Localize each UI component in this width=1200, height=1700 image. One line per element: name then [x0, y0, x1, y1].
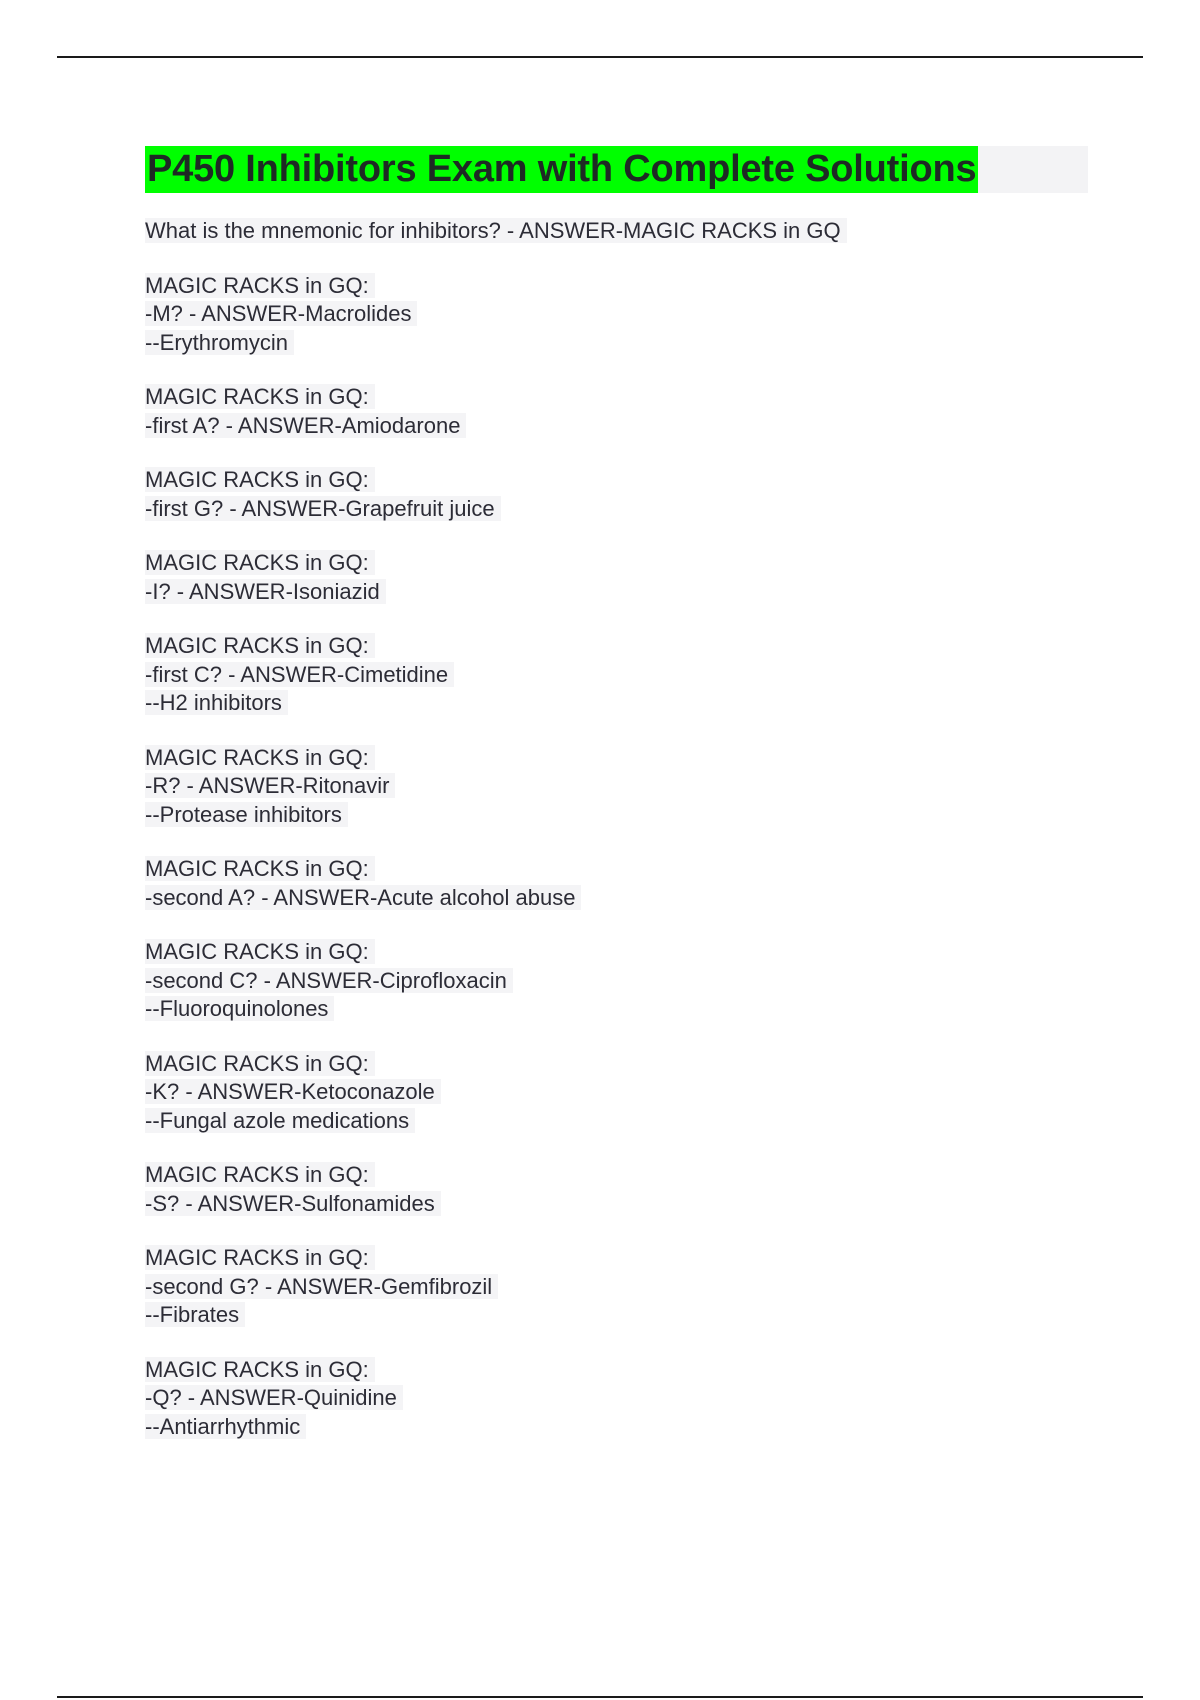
qa-answer-line — [145, 495, 1090, 524]
qa-prompt-line — [145, 1161, 1090, 1190]
qa-item — [145, 1356, 1090, 1442]
qa-answer-line — [145, 1273, 1090, 1302]
qa-answer-line — [145, 772, 1090, 801]
qa-line-text: -first G? - ANSWER-Grapefruit juice — [145, 496, 501, 521]
qa-line-text: MAGIC RACKS in GQ: — [145, 273, 375, 298]
qa-prompt-line — [145, 1050, 1090, 1079]
qa-prompt-line — [145, 549, 1090, 578]
qa-answer-line — [145, 661, 1090, 690]
qa-item — [145, 1161, 1090, 1218]
qa-answer-line — [145, 578, 1090, 607]
qa-prompt-line — [145, 1244, 1090, 1273]
document-title: P450 Inhibitors Exam with Complete Solutions — [145, 146, 978, 193]
qa-detail-line — [145, 329, 1090, 358]
header-rule — [57, 56, 1143, 58]
qa-prompt-line — [145, 632, 1090, 661]
qa-line-text: -R? - ANSWER-Ritonavir — [145, 773, 395, 798]
qa-line-text: MAGIC RACKS in GQ: — [145, 939, 375, 964]
qa-line-text: -first A? - ANSWER-Amiodarone — [145, 413, 466, 438]
qa-item — [145, 466, 1090, 523]
qa-answer-line — [145, 1384, 1090, 1413]
qa-line-text: MAGIC RACKS in GQ: — [145, 550, 375, 575]
qa-item — [145, 632, 1090, 718]
qa-line-text: -second A? - ANSWER-Acute alcohol abuse — [145, 885, 581, 910]
qa-answer-line — [145, 1190, 1090, 1219]
qa-line-text: MAGIC RACKS in GQ: — [145, 384, 375, 409]
qa-line-text: MAGIC RACKS in GQ: — [145, 1245, 375, 1270]
qa-line-text: --Fibrates — [145, 1302, 245, 1327]
qa-detail-line — [145, 1107, 1090, 1136]
qa-line-text: -second G? - ANSWER-Gemfibrozil — [145, 1274, 498, 1299]
qa-line-text: MAGIC RACKS in GQ: — [145, 856, 375, 881]
qa-detail-line — [145, 995, 1090, 1024]
qa-line-text: MAGIC RACKS in GQ: — [145, 1357, 375, 1382]
title-bar — [145, 146, 1088, 193]
qa-answer-line — [145, 300, 1090, 329]
qa-list — [145, 272, 1090, 1442]
qa-prompt-line — [145, 1356, 1090, 1385]
qa-line-text: --Erythromycin — [145, 330, 294, 355]
qa-prompt-line — [145, 855, 1090, 884]
qa-line-text: --H2 inhibitors — [145, 690, 288, 715]
qa-line-text: MAGIC RACKS in GQ: — [145, 467, 375, 492]
qa-line-text: MAGIC RACKS in GQ: — [145, 745, 375, 770]
qa-answer-line — [145, 412, 1090, 441]
qa-line-text: -second C? - ANSWER-Ciprofloxacin — [145, 968, 513, 993]
qa-item — [145, 938, 1090, 1024]
footer-rule — [57, 1696, 1143, 1698]
qa-item — [145, 1050, 1090, 1136]
qa-line-text: -M? - ANSWER-Macrolides — [145, 301, 417, 326]
qa-line-text: --Protease inhibitors — [145, 802, 348, 827]
qa-item — [145, 1244, 1090, 1330]
qa-line-text: -K? - ANSWER-Ketoconazole — [145, 1079, 441, 1104]
document-body — [145, 146, 1090, 1441]
qa-item — [145, 855, 1090, 912]
qa-item — [145, 272, 1090, 358]
qa-line-text: MAGIC RACKS in GQ: — [145, 1051, 375, 1076]
qa-prompt-line — [145, 272, 1090, 301]
qa-item — [145, 383, 1090, 440]
qa-line-text: MAGIC RACKS in GQ: — [145, 633, 375, 658]
qa-prompt-line — [145, 938, 1090, 967]
qa-line-text: -first C? - ANSWER-Cimetidine — [145, 662, 454, 687]
qa-line-text: --Antiarrhythmic — [145, 1414, 306, 1439]
qa-answer-line — [145, 884, 1090, 913]
qa-line-text: -Q? - ANSWER-Quinidine — [145, 1385, 403, 1410]
qa-line-text: MAGIC RACKS in GQ: — [145, 1162, 375, 1187]
intro-question — [145, 217, 1090, 246]
qa-prompt-line — [145, 744, 1090, 773]
qa-detail-line — [145, 1413, 1090, 1442]
qa-prompt-line — [145, 383, 1090, 412]
qa-line-text: --Fluoroquinolones — [145, 996, 334, 1021]
qa-line-text: -I? - ANSWER-Isoniazid — [145, 579, 386, 604]
qa-detail-line — [145, 801, 1090, 830]
intro-text: What is the mnemonic for inhibitors? - ANSWER-MAGIC RACKS in GQ — [145, 218, 847, 243]
qa-answer-line — [145, 1078, 1090, 1107]
qa-item — [145, 549, 1090, 606]
qa-line-text: --Fungal azole medications — [145, 1108, 415, 1133]
qa-line-text: -S? - ANSWER-Sulfonamides — [145, 1191, 441, 1216]
qa-detail-line — [145, 1301, 1090, 1330]
qa-item — [145, 744, 1090, 830]
qa-answer-line — [145, 967, 1090, 996]
qa-prompt-line — [145, 466, 1090, 495]
qa-detail-line — [145, 689, 1090, 718]
